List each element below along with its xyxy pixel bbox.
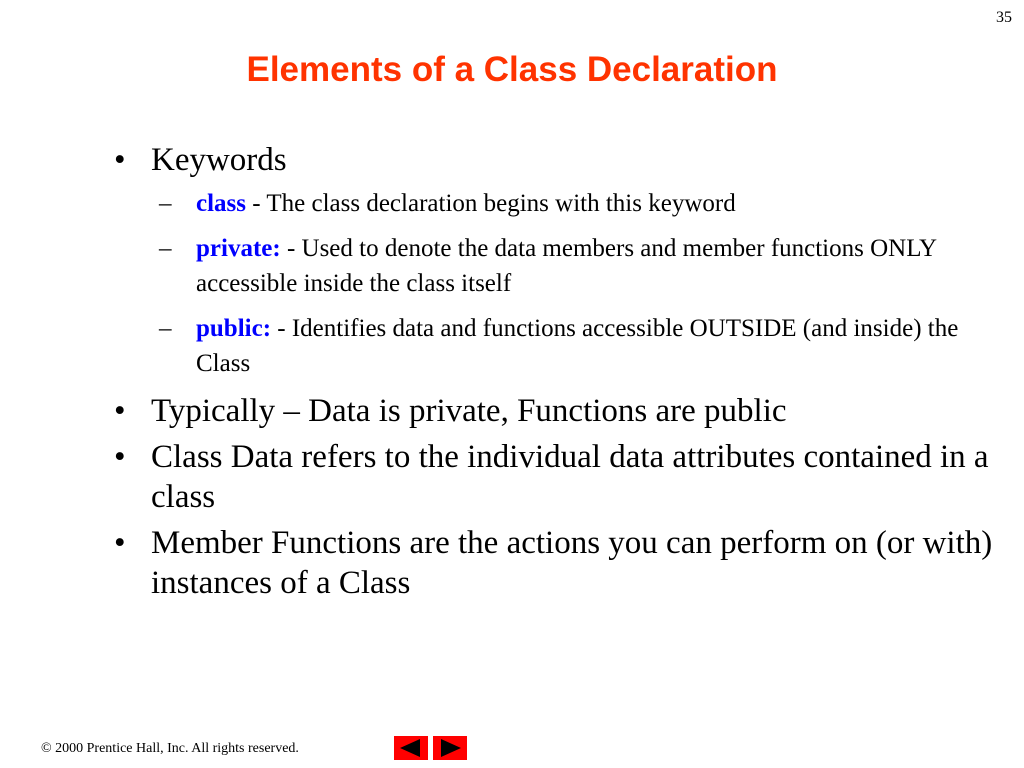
slide-title: Elements of a Class Declaration [246,50,778,89]
bullet-marker: • [114,525,126,561]
bullet-keywords [114,140,994,180]
subitem-text: - The class declaration begins with this keyword [246,190,736,217]
previous-slide-button[interactable] [394,736,428,760]
slide-navigation [394,736,467,760]
copyright-symbol: © [41,741,52,756]
right-arrow-icon [433,736,467,760]
copyright-footer [41,741,299,757]
bullet-marker: • [114,393,126,429]
keyword-class: class [196,190,246,217]
bullet-text: Class Data refers to the individual data attributes contained in a class [151,439,989,515]
keyword-private: private: [196,235,281,262]
subitem-private [151,231,994,301]
keyword-sublist [114,186,994,381]
bullet-text: Typically – Data is private, Functions are public [151,393,787,429]
slide-content [114,140,994,609]
dash-marker: – [159,235,172,262]
subitem-text: - Identifies data and functions accessible OUTSIDE (and inside) the Class [196,315,959,377]
keyword-public: public: [196,315,272,342]
subitem-public [151,311,994,381]
dash-marker: – [159,315,172,342]
bullet-class-data [114,437,994,517]
subitem-class [151,186,994,221]
copyright-text: 2000 Prentice Hall, Inc. All rights reserved. [55,741,299,756]
left-arrow-icon [394,736,428,760]
subitem-text: - Used to denote the data members and member functions ONLY accessible inside the class itself [196,235,937,297]
bullet-text: Member Functions are the actions you can perform on (or with) instances of a Class [151,525,993,601]
next-slide-button[interactable] [433,736,467,760]
bullet-typically [114,391,994,431]
bullet-marker: • [114,142,126,178]
bullet-member-functions [114,523,994,603]
bullet-text: Keywords [151,142,287,178]
dash-marker: – [159,190,172,217]
bullet-marker: • [114,439,126,475]
page-number: 35 [996,9,1012,26]
